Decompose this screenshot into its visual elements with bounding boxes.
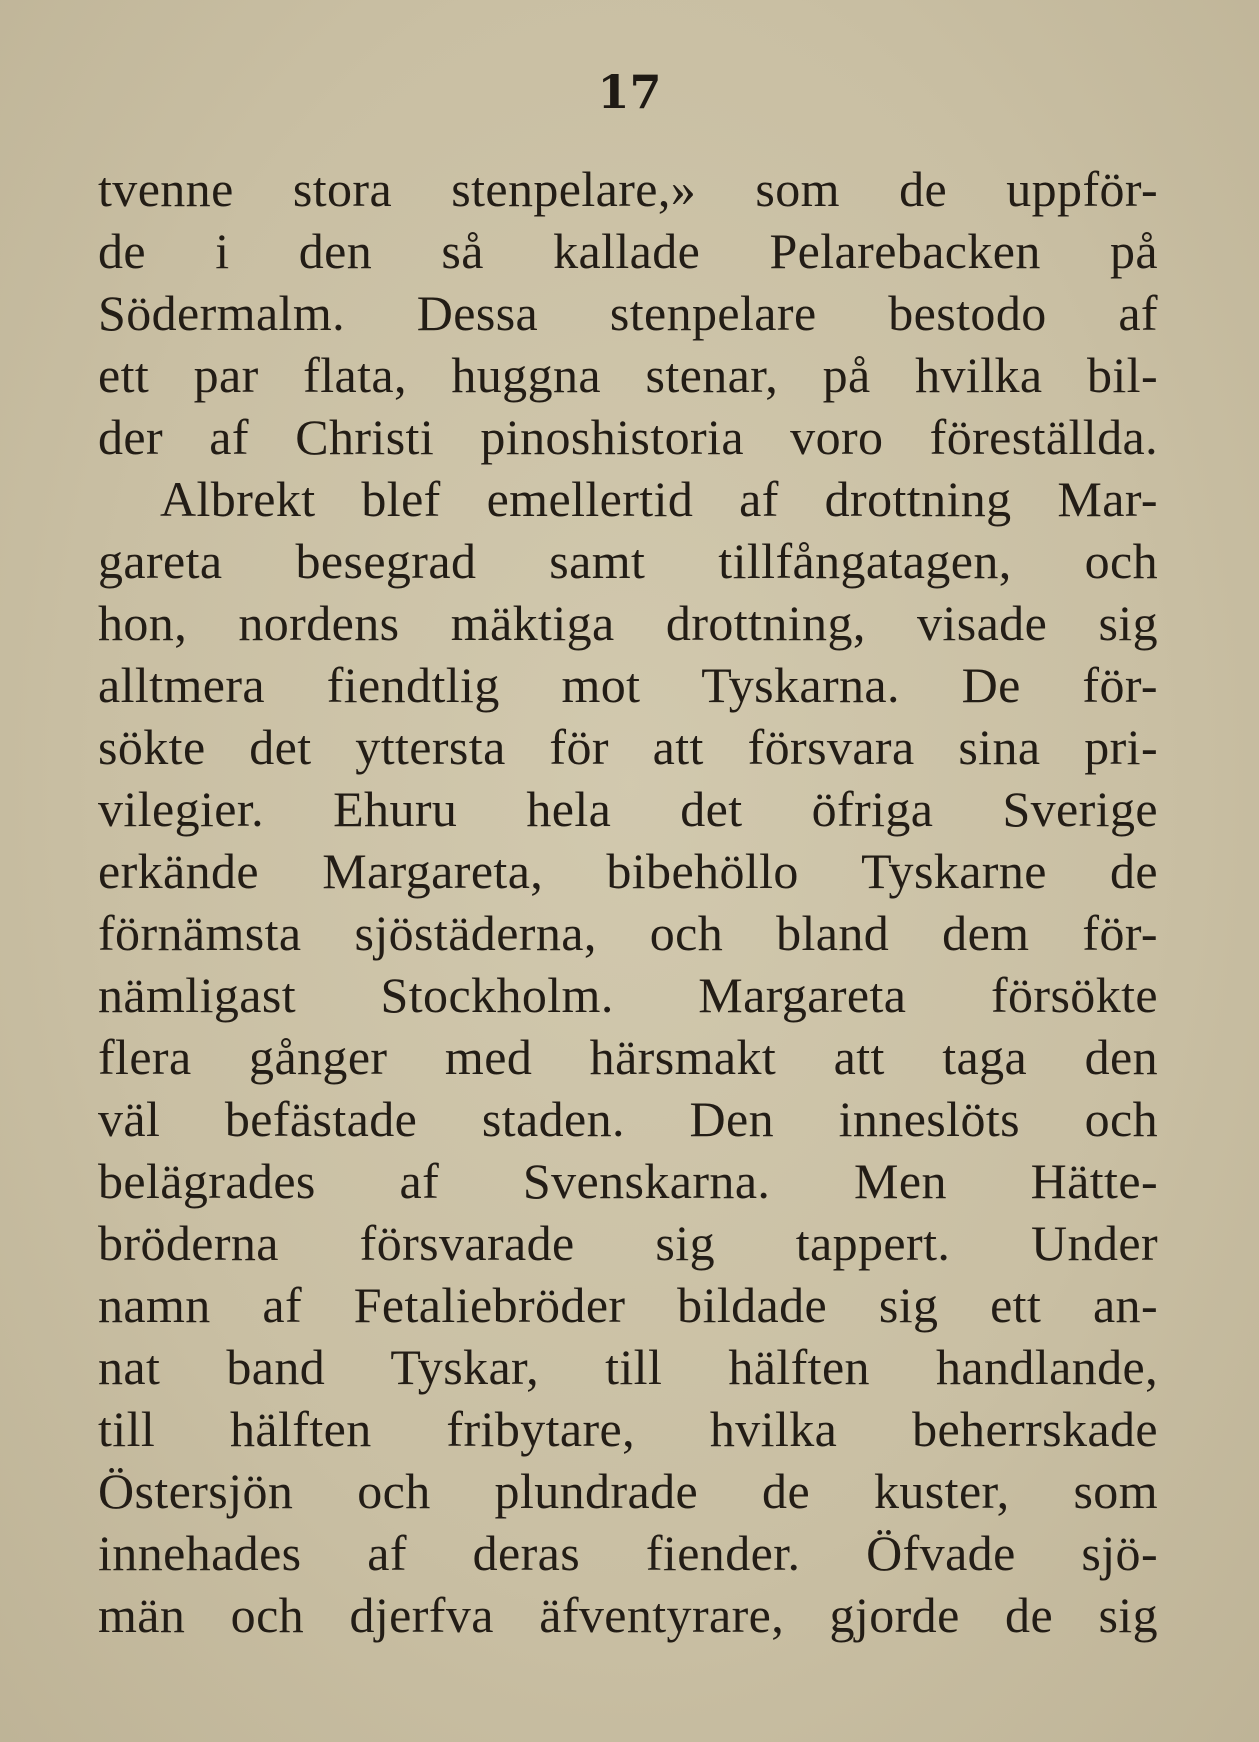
text-line: Östersjön och plundrade de kuster, som [98,1463,1158,1519]
text-line: belägrades af Svenskarna. Men Hätte- [98,1153,1158,1209]
text-line: vilegier. Ehuru hela det öfriga Sverige [98,781,1158,837]
text-line: nat band Tyskar, till hälften handlande, [98,1339,1158,1395]
text-line: män och djerfva äfventyrare, gjorde de sig [98,1587,1158,1643]
text-line: namn af Fetaliebröder bildade sig ett an- [98,1277,1158,1333]
text-line: hon, nordens mäktiga drottning, visade sig [98,595,1158,651]
text-line: erkände Margareta, bibehöllo Tyskarne de [98,843,1158,899]
text-line: bröderna försvarade sig tappert. Under [98,1215,1158,1271]
text-line: alltmera fiendtlig mot Tyskarna. De för- [98,657,1158,713]
text-line: förnämsta sjöstäderna, och bland dem för- [98,905,1158,961]
text-line: Södermalm. Dessa stenpelare bestodo af [98,285,1158,341]
text-line: der af Christi pinoshistoria voro föreställda. [98,409,1158,465]
paragraph-start-line: Albrekt blef emellertid af drottning Mar- [160,471,1158,527]
text-line: innehades af deras fiender. Öfvade sjö- [98,1525,1158,1581]
text-line: till hälften fribytare, hvilka beherrskade [98,1401,1158,1457]
text-line: ett par flata, huggna stenar, på hvilka bil- [98,347,1158,403]
text-line: flera gånger med härsmakt att taga den [98,1029,1158,1085]
text-line: väl befästade staden. Den inneslöts och [98,1091,1158,1147]
page-number: 17 [597,65,662,119]
text-line: nämligast Stockholm. Margareta försökte [98,967,1158,1023]
text-line: sökte det yttersta för att försvara sina pri- [98,719,1158,775]
text-line: tvenne stora stenpelare,» som de uppför- [98,161,1158,217]
text-line: gareta besegrad samt tillfångatagen, och [98,533,1158,589]
text-line: de i den så kallade Pelarebacken på [98,223,1158,279]
body-text [98,158,1158,1646]
